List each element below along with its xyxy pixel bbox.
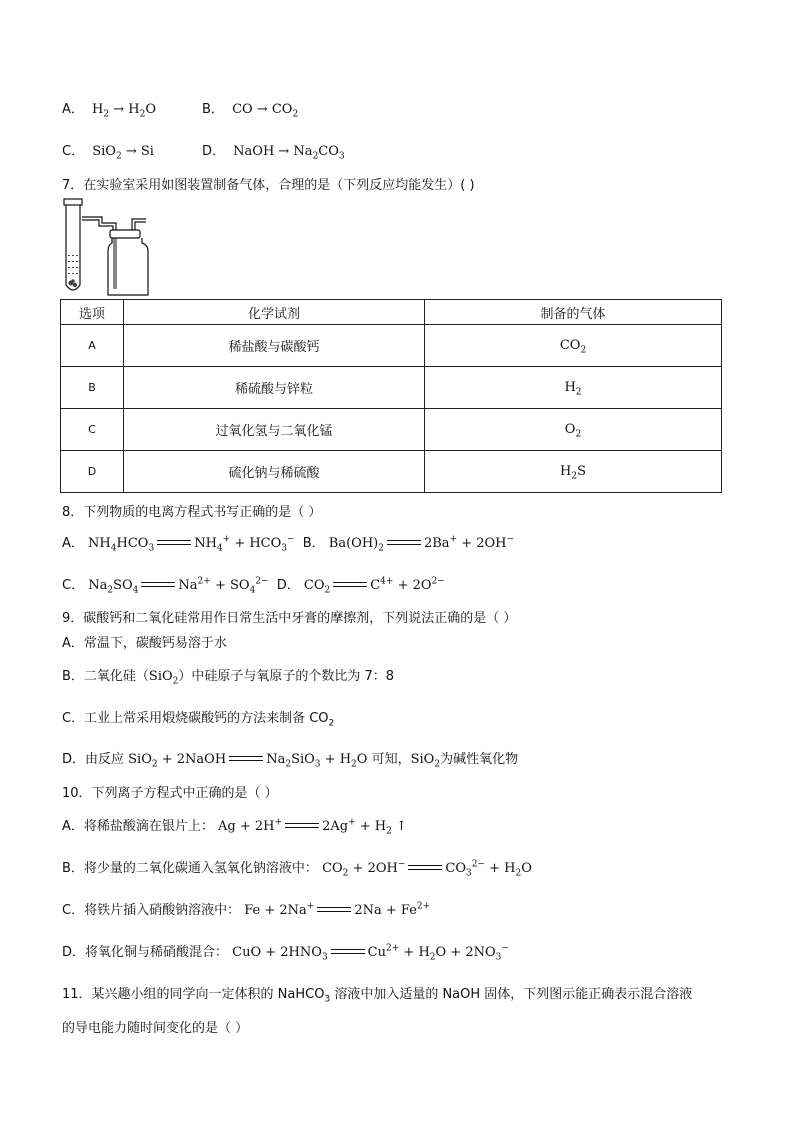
table-row (61, 409, 722, 451)
row-option: B (61, 367, 124, 409)
q9-option-d: D．由反应 SiO$_2$ + 2NaOH $Na_2SiO_3 + H_2O$ 可知，SiO$_2$为碱性氧化物 (62, 752, 519, 770)
q11-line1: 11．某兴趣小组的同学向一定体积的 NaHCO$_3$ 溶液中加入适量的 NaOH 固体，下列图示能正确表示混合溶液 (62, 987, 693, 1005)
table-header-row (61, 300, 722, 325)
q11-line2: 的导电能力随时间变化的是（ ） (62, 1021, 249, 1036)
q10-option-c: C．将铁片插入硝酸钠溶液中： Fe + 2Na+ $2Na + Fe^{2+}$ (62, 901, 431, 918)
q9-stem: 9．碳酸钙和二氧化硅常用作日常生活中牙膏的摩擦剂，下列说法正确的是（ ） (62, 611, 517, 626)
q9-option-a: A．常温下，碳酸钙易溶于水 (62, 636, 227, 651)
row-reagent: 过氧化氢与二氧化锰 (124, 409, 425, 451)
q7-stem: 7．在实验室采用如图装置制备气体，合理的是（下列反应均能发生）( ) (62, 178, 475, 193)
row-option: D (61, 451, 124, 493)
row-gas: $O_2$ (425, 409, 722, 451)
q10-option-d: D．将氧化铜与稀硝酸混合： CuO + $2HNO_3$ $Cu^{2+} + H_2O + 2NO_3^-$ (62, 943, 509, 963)
row-reagent: 稀盐酸与碳酸钙 (124, 325, 425, 367)
row-gas: $CO_2$ (425, 325, 722, 367)
row-reagent: 硫化钠与稀硫酸 (124, 451, 425, 493)
table-row (61, 367, 722, 409)
table-row (61, 325, 722, 367)
header-gas: 制备的气体 (425, 300, 722, 325)
q8-stem: 8．下列物质的电离方程式书写正确的是（ ） (62, 505, 322, 520)
q10-stem: 10．下列离子方程式中正确的是（ ） (62, 786, 278, 801)
header-option: 选项 (61, 300, 124, 325)
q8-options-cd: C． $Na_2SO_4$ $Na^{2+} + SO_4^{2-}$ D． $CO_2$ $C^{4+} + 2O^{2-}$ (62, 576, 445, 596)
row-reagent: 稀硫酸与锌粒 (124, 367, 425, 409)
gas-apparatus-diagram (58, 197, 153, 299)
q6-option-d: D． NaOH → $Na_2CO_3$ (202, 144, 345, 162)
q9-option-c: C．工业上常采用煅烧碳酸钙的方法来制备 $CO_2$ (62, 711, 335, 729)
q10-option-a: A．将稀盐酸滴在银片上： Ag + 2H+ $2Ag^+ + H_2$ ↑ (62, 817, 407, 837)
row-gas: $H_2S$ (425, 451, 722, 493)
q10-option-b: B．将少量的二氧化碳通入氢氧化钠溶液中： $CO_2 + 2OH^-$ $CO_3^{2-} + H_2O$ (62, 859, 532, 879)
q8-options-ab: A． $NH_4HCO_3$ $NH_4^+ + HCO_3^-$ B． $Ba(OH)_2$ 2Ba+ + 2OH− (62, 534, 515, 554)
q6-option-b: B． CO → $CO_2$ (202, 102, 299, 120)
header-reagent: 化学试剂 (124, 300, 425, 325)
q6-option-a: A． $H_2 \to H_2O$ (62, 102, 157, 120)
reagent-table (60, 299, 722, 493)
table-row (61, 451, 722, 493)
q6-option-c: C． SiO$_2$ → Si (62, 144, 154, 162)
row-gas: $H_2$ (425, 367, 722, 409)
q9-option-b: B．二氧化硅（SiO$_2$）中硅原子与氧原子的个数比为 7：8 (62, 669, 395, 687)
row-option: C (61, 409, 124, 451)
row-option: A (61, 325, 124, 367)
